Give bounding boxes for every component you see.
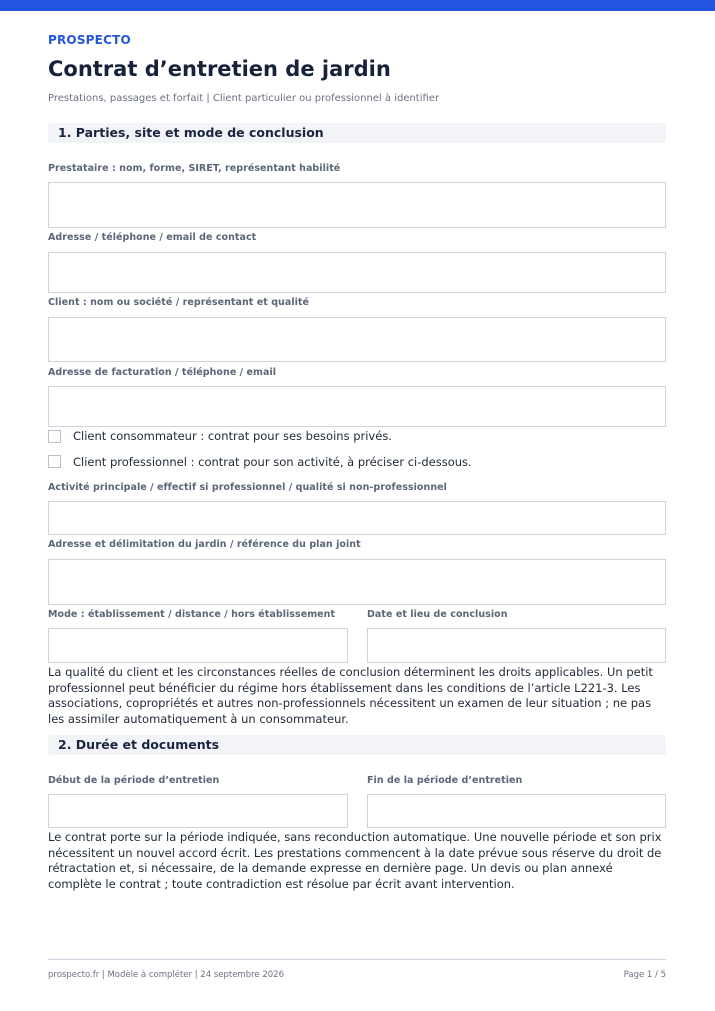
debut-field[interactable] (48, 794, 348, 828)
facturation-label: Adresse de facturation / téléphone / email (48, 367, 277, 378)
top-accent-bar (0, 0, 715, 11)
date-lieu-field[interactable] (367, 628, 666, 663)
fin-field[interactable] (367, 794, 666, 828)
section-heading-duree: 2. Durée et documents (48, 735, 666, 755)
brand-name: PROSPECTO (48, 33, 131, 47)
footer-divider (48, 959, 666, 960)
client-field[interactable] (48, 317, 666, 362)
prestataire-label: Prestataire : nom, forme, SIRET, représentant habilité (48, 163, 341, 174)
adresse-contact-field[interactable] (48, 252, 666, 293)
activite-label: Activité principale / effectif si professionnel / qualité si non-professionnel (48, 482, 447, 493)
mode-label: Mode : établissement / distance / hors établissement (48, 609, 336, 620)
checkbox-client-consommateur-label: Client consommateur : contrat pour ses besoins privés. (73, 429, 392, 443)
adresse-contact-label: Adresse / téléphone / email de contact (48, 232, 257, 243)
client-label: Client : nom ou société / représentant et qualité (48, 297, 310, 308)
checkbox-client-consommateur[interactable] (48, 430, 61, 443)
facturation-field[interactable] (48, 386, 666, 427)
checkbox-client-professionnel[interactable] (48, 455, 61, 468)
section-heading-parties: 1. Parties, site et mode de conclusion (48, 123, 666, 143)
debut-label: Début de la période d’entretien (48, 775, 220, 786)
footer-left-text: prospecto.fr | Modèle à compléter | 24 septembre 2026 (48, 970, 284, 980)
jardin-field[interactable] (48, 559, 666, 605)
date-lieu-label: Date et lieu de conclusion (367, 609, 508, 620)
activite-field[interactable] (48, 501, 666, 535)
mode-field[interactable] (48, 628, 348, 663)
section2-note: Le contrat porte sur la période indiquée, sans reconduction automatique. Une nouvelle période et son prix nécessitent un nouvel accord écrit. Les prestations commencent à la date prévue sous réserve du droit de rétractation et, si nécessaire, de la demande expresse en dernière page. Un devis ou plan annexé complète le contrat ; toute contradiction est résolue par écrit avant intervention. (48, 830, 662, 891)
jardin-label: Adresse et délimitation du jardin / référence du plan joint (48, 539, 361, 550)
page-number: Page 1 / 5 (623, 970, 666, 980)
section1-note: La qualité du client et les circonstances réelles de conclusion déterminent les droits applicables. Un petit professionnel peut bénéficier du régime hors établissement dans les conditions de l’article L221-3. Les associations, copropriétés et autres non-professionnels nécessitent un examen de leur situation ; ne pas les assimiler automatiquement à un consommateur. (48, 665, 653, 726)
prestataire-field[interactable] (48, 182, 666, 228)
page-subtitle: Prestations, passages et forfait | Client particulier ou professionnel à identifier (48, 93, 440, 104)
checkbox-client-professionnel-label: Client professionnel : contrat pour son activité, à préciser ci-dessous. (73, 455, 472, 469)
page-title: Contrat d’entretien de jardin (48, 57, 391, 81)
fin-label: Fin de la période d’entretien (367, 775, 523, 786)
